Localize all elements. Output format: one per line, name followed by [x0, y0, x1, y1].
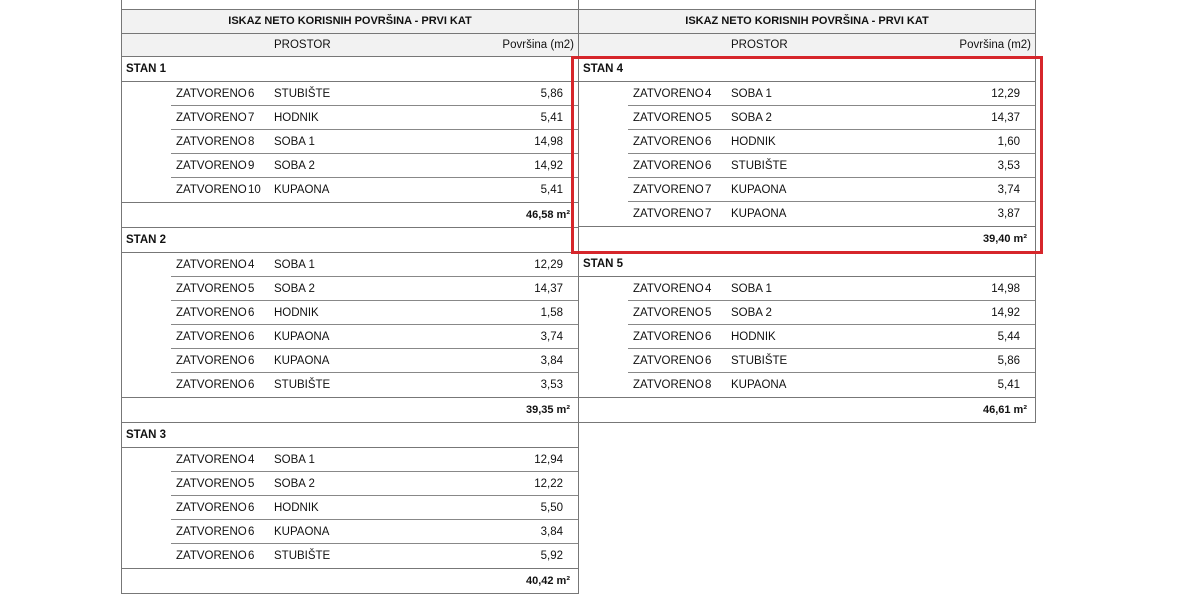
room-cell: STUBIŠTE: [274, 379, 331, 391]
stan-total: 39,35 m²: [121, 397, 579, 423]
room-cell: STUBIŠTE: [731, 355, 788, 367]
status-cell: ZATVORENO: [633, 136, 704, 148]
room-cell: KUPAONA: [731, 208, 787, 220]
status-cell: ZATVORENO: [176, 112, 247, 124]
area-cell: 3,74: [540, 331, 563, 343]
area-cell: 3,87: [997, 208, 1020, 220]
area-cell: 3,84: [540, 526, 563, 538]
room-cell: SOBA 1: [731, 283, 772, 295]
table-row: [122, 448, 578, 472]
area-cell: 5,86: [540, 88, 563, 100]
number-cell: 6: [248, 355, 255, 367]
status-cell: ZATVORENO: [633, 355, 704, 367]
status-cell: ZATVORENO: [176, 136, 247, 148]
stan-total: 46,58 m²: [121, 202, 579, 228]
table-row: [122, 154, 578, 178]
table-row: [122, 373, 578, 397]
number-cell: 4: [248, 259, 255, 271]
number-cell: 8: [248, 136, 255, 148]
status-cell: ZATVORENO: [176, 355, 247, 367]
stan-4-highlight-box: [571, 56, 1043, 254]
room-cell: KUPAONA: [274, 526, 330, 538]
stan-rows: [121, 82, 579, 202]
room-cell: SOBA 1: [274, 259, 315, 271]
room-cell: SOBA 1: [274, 454, 315, 466]
area-cell: 12,22: [534, 478, 563, 490]
table-row: [122, 520, 578, 544]
number-cell: 6: [248, 502, 255, 514]
status-cell: ZATVORENO: [633, 307, 704, 319]
room-cell: SOBA 1: [274, 136, 315, 148]
number-cell: 6: [248, 526, 255, 538]
number-cell: 8: [705, 379, 712, 391]
area-cell: 5,41: [540, 184, 563, 196]
stan-rows: [578, 277, 1036, 397]
table-top-line: [121, 0, 579, 9]
status-cell: ZATVORENO: [633, 112, 704, 124]
status-cell: ZATVORENO: [176, 88, 247, 100]
area-cell: 12,29: [991, 88, 1020, 100]
room-cell: HODNIK: [274, 502, 319, 514]
status-cell: ZATVORENO: [633, 184, 704, 196]
number-cell: 6: [248, 550, 255, 562]
area-cell: 14,37: [534, 283, 563, 295]
room-cell: SOBA 2: [731, 112, 772, 124]
status-cell: ZATVORENO: [633, 283, 704, 295]
room-cell: SOBA 2: [274, 283, 315, 295]
area-cell: 3,53: [540, 379, 563, 391]
number-cell: 7: [705, 184, 712, 196]
area-cell: 3,84: [540, 355, 563, 367]
number-cell: 6: [705, 160, 712, 172]
column-header-prostor: PROSTOR: [274, 39, 331, 51]
number-cell: 6: [705, 136, 712, 148]
status-cell: ZATVORENO: [176, 307, 247, 319]
status-cell: ZATVORENO: [176, 502, 247, 514]
table-row: [122, 472, 578, 496]
table-row: [122, 496, 578, 520]
status-cell: ZATVORENO: [176, 478, 247, 490]
area-cell: 14,98: [534, 136, 563, 148]
table-top-line: [578, 0, 1036, 9]
area-cell: 5,41: [997, 379, 1020, 391]
stan-heading: STAN 1: [121, 57, 579, 82]
status-cell: ZATVORENO: [633, 331, 704, 343]
room-cell: KUPAONA: [731, 379, 787, 391]
column-header-prostor: PROSTOR: [731, 39, 788, 51]
area-cell: 1,58: [540, 307, 563, 319]
room-cell: STUBIŠTE: [274, 550, 331, 562]
status-cell: ZATVORENO: [176, 379, 247, 391]
column-header-povrsina: Površina (m2): [502, 39, 574, 51]
table-row: [122, 277, 578, 301]
table-row: [122, 178, 578, 202]
status-cell: ZATVORENO: [633, 379, 704, 391]
area-cell: 5,92: [540, 550, 563, 562]
status-cell: ZATVORENO: [176, 331, 247, 343]
room-cell: STUBIŠTE: [731, 160, 788, 172]
room-cell: SOBA 2: [731, 307, 772, 319]
area-cell: 5,44: [997, 331, 1020, 343]
number-cell: 5: [705, 112, 712, 124]
table-row: [579, 301, 1035, 325]
area-cell: 3,74: [997, 184, 1020, 196]
room-cell: SOBA 2: [274, 160, 315, 172]
room-cell: KUPAONA: [274, 331, 330, 343]
room-cell: STUBIŠTE: [274, 88, 331, 100]
area-cell: 14,92: [534, 160, 563, 172]
table-row: [579, 373, 1035, 397]
status-cell: ZATVORENO: [176, 526, 247, 538]
number-cell: 5: [248, 283, 255, 295]
number-cell: 5: [248, 478, 255, 490]
number-cell: 7: [248, 112, 255, 124]
table-row: [122, 349, 578, 373]
number-cell: 6: [248, 379, 255, 391]
status-cell: ZATVORENO: [176, 283, 247, 295]
room-cell: HODNIK: [731, 331, 776, 343]
area-cell: 3,53: [997, 160, 1020, 172]
stan-heading: STAN 4: [578, 57, 1036, 82]
area-cell: 5,86: [997, 355, 1020, 367]
stan-heading: STAN 2: [121, 228, 579, 253]
area-cell: 12,94: [534, 454, 563, 466]
stan-rows: [121, 448, 579, 568]
number-cell: 10: [248, 184, 261, 196]
stan-total: 46,61 m²: [578, 397, 1036, 423]
number-cell: 6: [705, 355, 712, 367]
column-header-povrsina: Površina (m2): [959, 39, 1031, 51]
number-cell: 6: [248, 88, 255, 100]
area-cell: 1,60: [997, 136, 1020, 148]
number-cell: 9: [248, 160, 255, 172]
area-cell: 14,98: [991, 283, 1020, 295]
table-header: [578, 34, 1036, 57]
status-cell: ZATVORENO: [633, 160, 704, 172]
room-cell: HODNIK: [274, 112, 319, 124]
table-row: [122, 82, 578, 106]
stan-heading: STAN 5: [578, 252, 1036, 277]
room-cell: KUPAONA: [274, 184, 330, 196]
table-row: [122, 253, 578, 277]
stan-heading: STAN 3: [121, 423, 579, 448]
room-cell: KUPAONA: [731, 184, 787, 196]
status-cell: ZATVORENO: [176, 454, 247, 466]
room-cell: SOBA 2: [274, 478, 315, 490]
status-cell: ZATVORENO: [176, 160, 247, 172]
number-cell: 4: [705, 88, 712, 100]
area-cell: 5,50: [540, 502, 563, 514]
number-cell: 7: [705, 208, 712, 220]
room-cell: SOBA 1: [731, 88, 772, 100]
number-cell: 6: [248, 331, 255, 343]
number-cell: 5: [705, 307, 712, 319]
table-header: [121, 34, 579, 57]
area-cell: 14,92: [991, 307, 1020, 319]
table-row: [122, 130, 578, 154]
table-title: ISKAZ NETO KORISNIH POVRŠINA - PRVI KAT: [578, 9, 1036, 34]
room-cell: KUPAONA: [274, 355, 330, 367]
number-cell: 6: [705, 331, 712, 343]
number-cell: 4: [705, 283, 712, 295]
area-cell: 5,41: [540, 112, 563, 124]
status-cell: ZATVORENO: [176, 550, 247, 562]
stan-total: 39,40 m²: [578, 226, 1036, 252]
table-row: [122, 544, 578, 568]
status-cell: ZATVORENO: [176, 184, 247, 196]
number-cell: 4: [248, 454, 255, 466]
room-cell: HODNIK: [731, 136, 776, 148]
table-row: [122, 106, 578, 130]
number-cell: 6: [248, 307, 255, 319]
status-cell: ZATVORENO: [633, 208, 704, 220]
table-row: [579, 325, 1035, 349]
table-row: [579, 277, 1035, 301]
table-title: ISKAZ NETO KORISNIH POVRŠINA - PRVI KAT: [121, 9, 579, 34]
left-area-table: [121, 0, 579, 594]
stan-rows: [121, 253, 579, 397]
area-cell: 12,29: [534, 259, 563, 271]
room-cell: HODNIK: [274, 307, 319, 319]
area-cell: 14,37: [991, 112, 1020, 124]
stan-total: 40,42 m²: [121, 568, 579, 594]
table-row: [122, 301, 578, 325]
status-cell: ZATVORENO: [633, 88, 704, 100]
table-row: [122, 325, 578, 349]
table-row: [579, 349, 1035, 373]
status-cell: ZATVORENO: [176, 259, 247, 271]
